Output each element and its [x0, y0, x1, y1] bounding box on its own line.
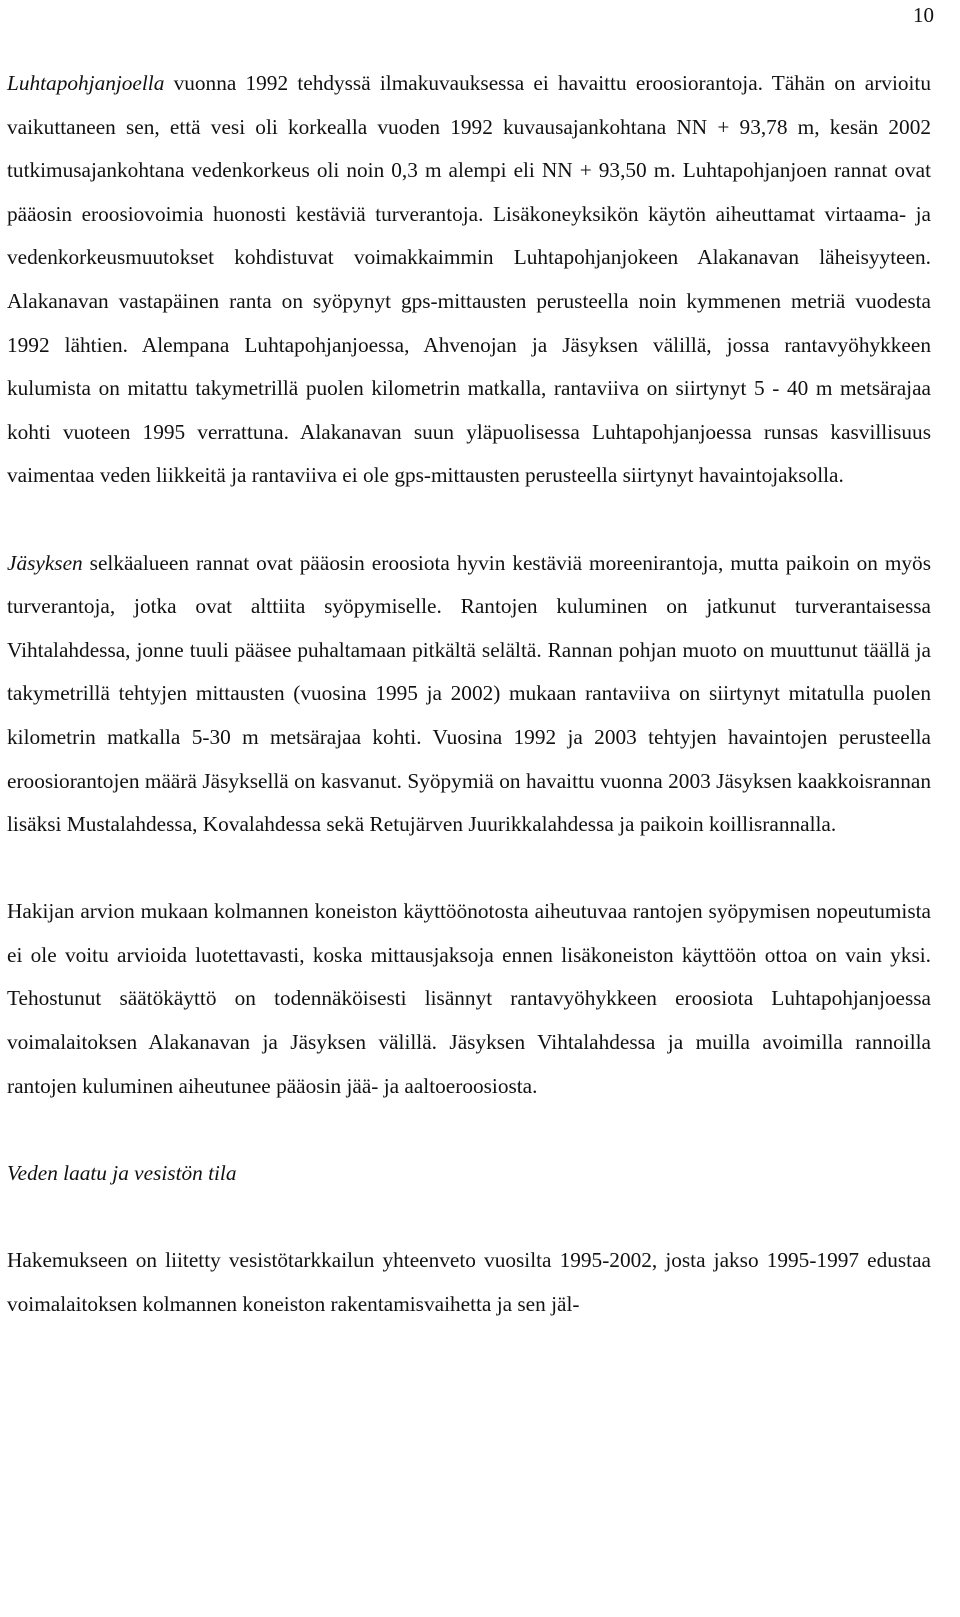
- paragraph-hakijan-arvio: [7, 890, 931, 1108]
- place-name-luhtapohjanjoki: Luhtapohjanjoella: [7, 71, 165, 95]
- paragraph-hakemus: [7, 1239, 931, 1326]
- paragraph-text: Hakemukseen on liitetty vesistötarkkailun yhteenveto vuosilta 1995-2002, josta jakso 1995-1997 edustaa voimalaitoksen kolmannen koneiston rakentamisvaihetta ja sen jäl-: [7, 1248, 931, 1316]
- paragraph-text: selkäalueen rannat ovat pääosin eroosiota hyvin kestäviä moreenirantoja, mutta paikoin on myös turverantoja, jotka ovat alttiita syöpymiselle. Rantojen kuluminen on jatkunut turverantaisessa Vihtalahdessa, jonne tuuli pääsee puhaltamaan pitkältä selältä. Rannan pohjan muoto on muuttunut täällä ja takymetrillä tehtyjen mittausten (vuosina 1995 ja 2002) mukaan rantaviiva on siirtynyt mitatulla puolen kilometrin matkalla 5-30 m metsärajaa kohti. Vuosina 1992 ja 2003 tehtyjen havaintojen perusteella eroosiorantojen määrä Jäsyksellä on kasvanut. Syöpymiä on havaittu vuonna 2003 Jäsyksen kaakkoisrannan lisäksi Mustalahdessa, Kovalahdessa sekä Retujärven Juurikkalahdessa ja paikoin koillisrannalla.: [7, 550, 931, 837]
- place-name-jasys: Jäsyksen: [7, 550, 83, 575]
- document-body: [7, 62, 931, 1326]
- page-number: 10: [913, 3, 934, 27]
- section-heading: Veden laatu ja vesistön tila: [7, 1160, 237, 1185]
- paragraph-jasys: [7, 542, 931, 847]
- paragraph-text: vuonna 1992 tehdyssä ilmakuvauksessa ei havaittu eroosiorantoja. Tähän on arvioitu vaikuttaneen sen, että vesi oli korkealla vuoden 1992 kuvausajankohtana NN + 93,78 m, kesän 2002 tutkimusajankohtana vedenkorkeus oli noin 0,3 m alempi eli NN + 93,50 m. Luhtapohjanjoen rannat ovat pääosin eroosiovoimia huonosti kestäviä turverantoja. Lisäkoneyksikön käytön aiheuttamat virtaama- ja vedenkorkeusmuutokset kohdistuvat voimakkaimmin Luhtapohjanjokeen Alakanavan läheisyyteen. Alakanavan vastapäinen ranta on syöpynyt gps-mittausten perusteella noin kymmenen metriä vuodesta 1992 lähtien. Alempana Luhtapohjanjoessa, Ahvenojan ja Jäsyksen välillä, jossa rantavyöhykkeen kulumista on mitattu takymetrillä puolen kilometrin matkalla, rantaviiva on siirtynyt 5 - 40 m metsärajaa kohti vuoteen 1995 verrattuna. Alakanavan suun yläpuolisessa Luhtapohjanjoessa runsas kasvillisuus vaimentaa veden liikkeitä ja rantaviiva ei ole gps-mittausten perusteella siirtynyt havaintojaksolla.: [7, 71, 931, 488]
- paragraph-luhtapohjanjoki: [7, 62, 931, 498]
- paragraph-text: Hakijan arvion mukaan kolmannen koneiston käyttöönotosta aiheutuvaa rantojen syöpymisen nopeutumista ei ole voitu arvioida luotettavasti, koska mittausjaksoja ennen lisäkoneiston käyttöön ottoa on vain yksi. Tehostunut säätökäyttö on todennäköisesti lisännyt rantavyöhykkeen eroosiota Luhtapohjanjoessa voimalaitoksen Alakanavan ja Jäsyksen välillä. Jäsyksen Vihtalahdessa ja muilla avoimilla rannoilla rantojen kuluminen aiheutunee pääosin jää- ja aaltoeroosiosta.: [7, 899, 931, 1098]
